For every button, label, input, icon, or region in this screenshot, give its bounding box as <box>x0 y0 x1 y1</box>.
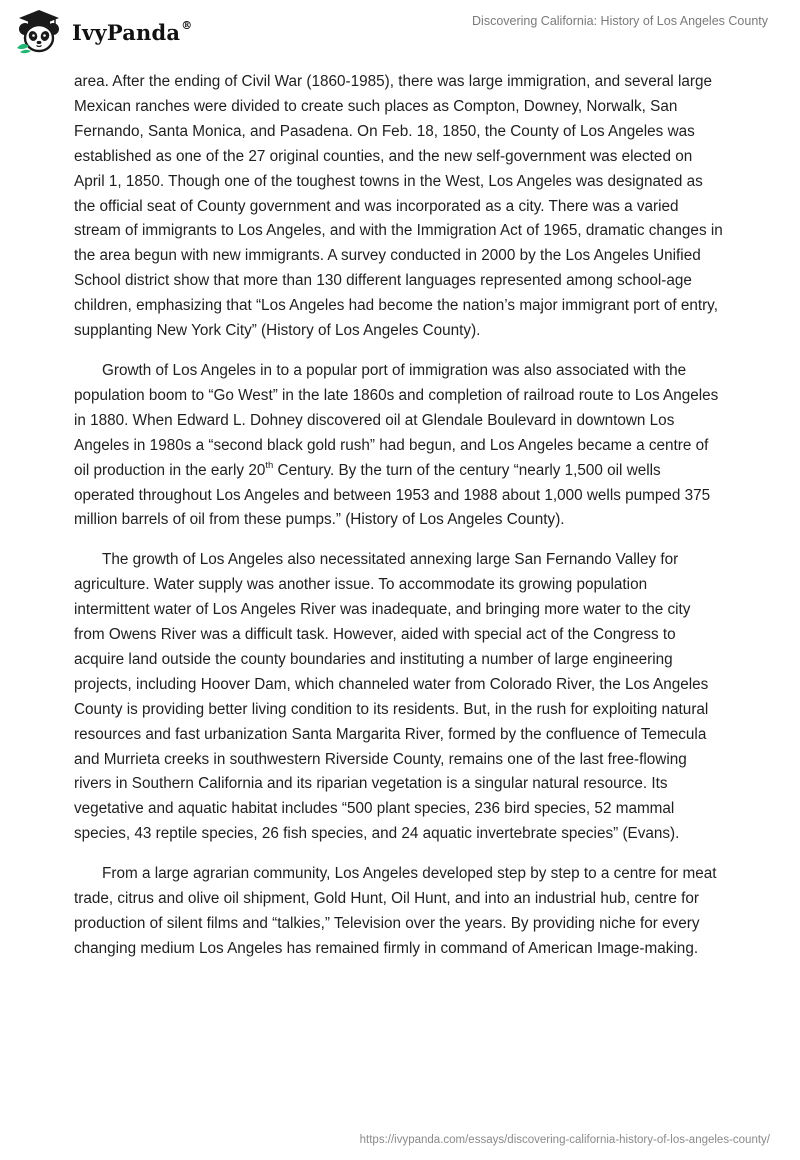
page-header <box>0 0 800 60</box>
brand-name-text: IvyPanda <box>72 19 181 45</box>
document-title: Discovering California: History of Los Angeles County <box>472 14 768 28</box>
paragraph-3: The growth of Los Angeles also necessitated annexing large San Fernando Valley for agriculture. Water supply was another issue. To accommodate its growing population intermittent water of Los Angeles River was inadequate, and bringing more water to the city from Owens River was a difficult task. However, aided with special act of the Congress to acquire land outside the county boundaries and instituting a number of large engineering projects, including Hoover Dam, which channeled water from Colorado River, the Los Angeles County is providing better living condition to its residents. But, in the rush for exploiting natural resources and fast urbanization Santa Margarita River, formed by the confluence of Temecula and Murrieta creeks in southwestern Riverside County, remains one of the last free-flowing rivers in Southern California and its riparian vegetation is a singular natural resource. Its vegetative and aquatic habitat includes “500 plant species, 236 bird species, 52 mammal species, 43 reptile species, 26 fish species, and 24 aquatic invertebrate species” (Evans). <box>74 551 709 843</box>
paragraph-4: From a large agrarian community, Los Angeles developed step by step to a centre for meat trade, citrus and olive oil shipment, Gold Hunt, Oil Hunt, and into an industrial hub, centre for production of silent films and “talkies,” Television over the years. By providing niche for every changing medium Los Angeles has remained firmly in command of American Image-making. <box>74 865 717 957</box>
paragraph-1: area. After the ending of Civil War (1860-1985), there was large immigration, and several large Mexican ranches were divided to create such places as Compton, Downey, Norwalk, San Fernando, Santa Monica, and Pasadena. On Feb. 18, 1850, the County of Los Angeles was established as one of the 27 original counties, and the new self-government was elected on April 1, 1850. Though one of the toughest towns in the West, Los Angeles was designated as the official seat of County government and was incorporated as a city. There was a varied stream of immigrants to Los Angeles, and with the Immigration Act of 1965, dramatic changes in the area begun with new immigrants. A survey conducted in 2000 by the Los Angeles Unified School district show that more than 130 different languages represented among school-age children, emphasizing that “Los Angeles had become the nation’s major immigrant port of entry, supplanting New York City” (History of Los Angeles County). <box>74 73 723 340</box>
paragraph-2-text-a: Growth of Los Angeles in to a popular port of immigration was also associated with the population boom to “Go West” in the late 1860s and completion of railroad route to Los Angeles in 1880. When Edward L. Dohney discovered oil at Glendale Boulevard in downtown Los Angeles in 1980s a “second black gold rush” had begun, and Los Angeles became a centre of oil production in the early 20 <box>74 361 719 479</box>
ivypanda-logo[interactable] <box>14 8 192 54</box>
ordinal-suffix: th <box>265 459 274 471</box>
paragraph-2 <box>74 359 724 533</box>
paragraph-2-text-b: Century. By the turn of the century “nearly 1,500 oil wells operated throughout Los Angeles and between 1953 and 1988 about 1,000 wells pumped 375 million barrels of oil from these pumps.” (History of Los Angeles County). <box>74 461 711 529</box>
source-url[interactable]: https://ivypanda.com/essays/discovering-california-history-of-los-angeles-county/ <box>359 1134 770 1146</box>
registered-mark: ® <box>181 18 193 32</box>
panda-graduate-icon <box>14 8 64 54</box>
essay-body <box>74 70 724 977</box>
brand-name <box>72 20 192 45</box>
